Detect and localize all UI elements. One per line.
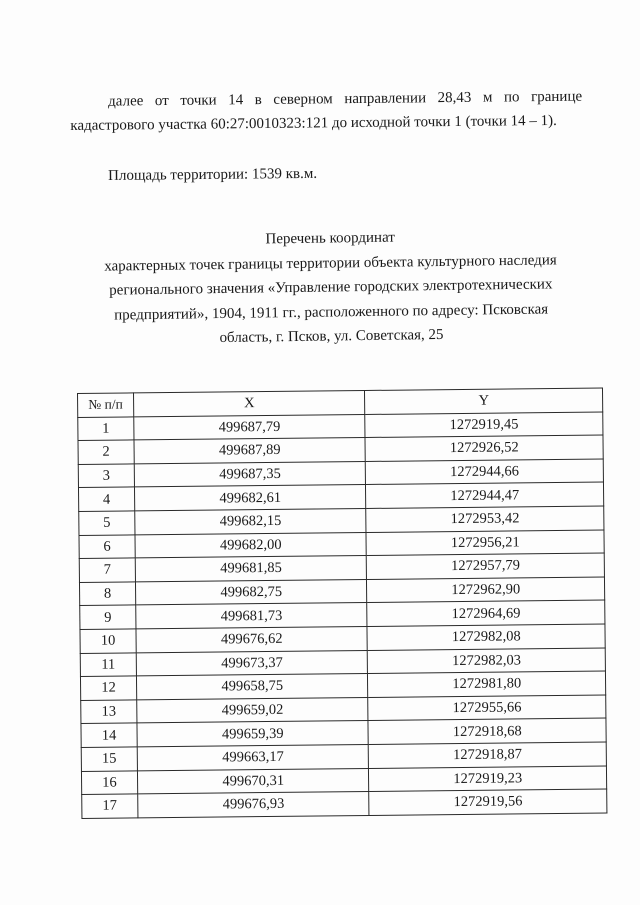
cell-y: 1272981,80 <box>368 671 606 697</box>
cell-number: 3 <box>78 464 134 488</box>
cell-x: 499681,85 <box>135 556 367 582</box>
cell-number: 9 <box>80 605 136 629</box>
header-x: X <box>133 390 365 416</box>
cell-x: 499659,02 <box>137 697 369 723</box>
table-row <box>82 789 607 818</box>
cell-y: 1272926,52 <box>365 435 603 461</box>
paragraph-area: Площадь территории: 1539 кв.м. <box>108 165 318 184</box>
cell-number: 2 <box>78 440 134 464</box>
cell-number: 8 <box>79 582 135 606</box>
cell-y: 1272982,08 <box>367 624 605 650</box>
cell-number: 15 <box>81 747 137 771</box>
header-y: Y <box>365 388 603 414</box>
cell-number: 16 <box>81 770 137 794</box>
cell-x: 499682,15 <box>135 508 367 534</box>
cell-y: 1272982,03 <box>368 648 606 674</box>
cell-x: 499682,61 <box>134 485 366 511</box>
cell-y: 1272919,23 <box>369 765 607 791</box>
cell-number: 17 <box>82 794 138 818</box>
cell-y: 1272957,79 <box>367 553 605 579</box>
title-line: регионального значения «Управление городских электротехнических <box>109 276 553 299</box>
cell-number: 5 <box>79 511 135 535</box>
cell-number: 14 <box>81 723 137 747</box>
cell-y: 1272919,45 <box>365 412 603 438</box>
cell-y: 1272944,47 <box>366 482 604 508</box>
cell-y: 1272918,68 <box>368 718 606 744</box>
title-line: характерных точек границы территории объекта культурного наследия <box>104 251 557 275</box>
title-line: Перечень координат <box>265 229 395 248</box>
cell-number: 7 <box>79 558 135 582</box>
cell-y: 1272944,66 <box>366 459 604 485</box>
table-body <box>78 412 607 819</box>
cell-y: 1272953,42 <box>366 506 604 532</box>
coordinates-table <box>77 387 607 818</box>
cell-x: 499673,37 <box>136 650 368 676</box>
coordinates-table-wrap <box>77 387 607 818</box>
cell-y: 1272955,66 <box>368 695 606 721</box>
title-line: область, г. Псков, ул. Советская, 25 <box>219 326 444 347</box>
cell-x: 499682,00 <box>135 532 367 558</box>
cell-number: 4 <box>78 487 134 511</box>
cell-number: 12 <box>80 676 136 700</box>
cell-y: 1272919,56 <box>369 789 607 815</box>
cell-y: 1272962,90 <box>367 577 605 603</box>
title-line: предприятий», 1904, 1911 гг., расположенного по адресу: Псковская <box>114 300 549 324</box>
cell-number: 11 <box>80 652 136 676</box>
cell-x: 499676,93 <box>138 792 370 818</box>
cell-number: 1 <box>78 417 134 441</box>
cell-y: 1272956,21 <box>366 530 604 556</box>
cell-y: 1272964,69 <box>367 600 605 626</box>
cell-x: 499676,62 <box>136 626 368 652</box>
cell-x: 499681,73 <box>136 603 368 629</box>
cell-number: 10 <box>80 629 136 653</box>
cell-number: 13 <box>81 700 137 724</box>
coordinates-title <box>80 223 582 352</box>
cell-x: 499670,31 <box>137 768 369 794</box>
cell-y: 1272918,87 <box>369 742 607 768</box>
cell-x: 499663,17 <box>137 744 369 770</box>
cell-x: 499687,35 <box>134 461 366 487</box>
paragraph-boundary-description: далее от точки 14 в северном направлении 28,43 м по границе кадастрового участка 60:27:0010323:121 до исходной точки 1 (точки 14 – 1). <box>70 88 583 134</box>
cell-x: 499682,75 <box>135 579 367 605</box>
cell-x: 499687,89 <box>134 438 366 464</box>
header-number: № п/п <box>78 393 134 417</box>
cell-x: 499658,75 <box>136 674 368 700</box>
cell-x: 499687,79 <box>134 414 366 440</box>
cell-x: 499659,39 <box>137 721 369 747</box>
cell-number: 6 <box>79 534 135 558</box>
